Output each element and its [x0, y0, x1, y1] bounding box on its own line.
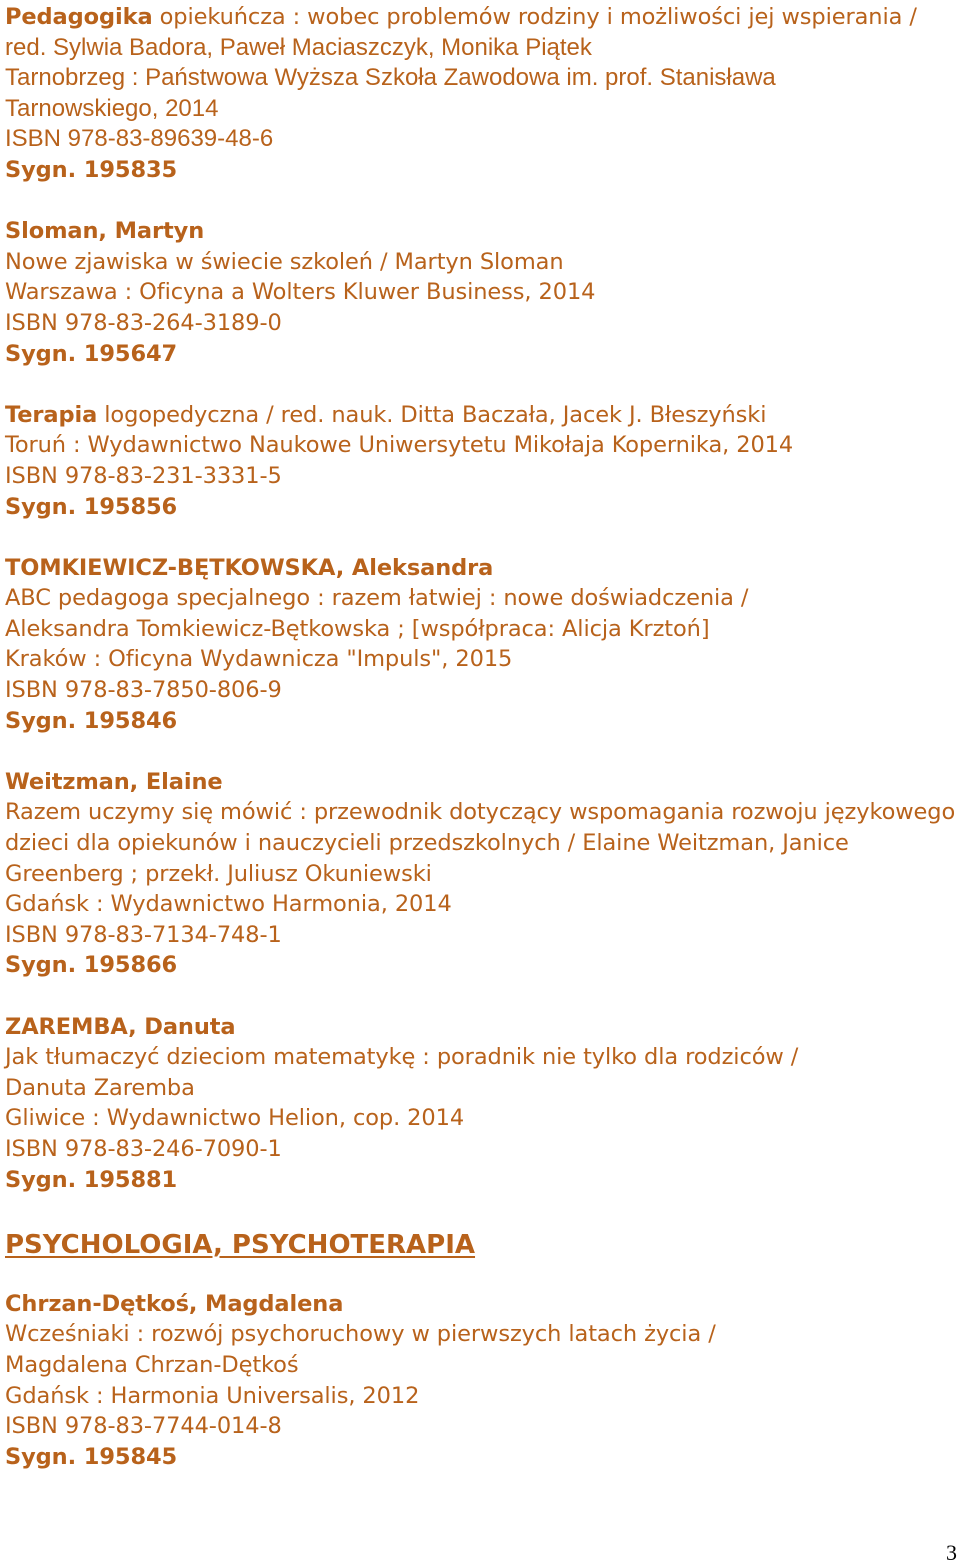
- entry-spacer: [5, 1263, 955, 1289]
- entry-line: red. Sylwia Badora, Paweł Maciaszczyk, Monika Piątek: [5, 33, 592, 61]
- entry-line: ABC pedagoga specjalnego : razem łatwiej : nowe doświadczenia /: [5, 585, 749, 612]
- entry-spacer: [5, 369, 955, 400]
- entry-isbn: ISBN 978-83-231-3331-5: [5, 462, 282, 489]
- entry-line: Gliwice : Wydawnictwo Helion, cop. 2014: [5, 1105, 465, 1132]
- entry-line: Greenberg ; przekł. Juliusz Okuniewski: [5, 860, 432, 887]
- entry-isbn: ISBN 978-83-89639-48-6: [5, 125, 274, 153]
- entry-line: dzieci dla opiekunów i nauczycieli przedszkolnych / Elaine Weitzman, Janice: [5, 830, 849, 857]
- catalog-page: [5, 2, 955, 1472]
- entry-spacer: [5, 522, 955, 553]
- entry-call-number: Sygn. 195856: [5, 493, 178, 520]
- catalog-entry-tomkiewicz: [5, 553, 955, 737]
- entry-isbn: ISBN 978-83-246-7090-1: [5, 1135, 282, 1162]
- entry-line: Toruń : Wydawnictwo Naukowe Uniwersytetu Mikołaja Kopernika, 2014: [5, 432, 794, 459]
- entry-line: Razem uczymy się mówić : przewodnik dotyczący wspomagania rozwoju językowego: [5, 799, 956, 826]
- entry-isbn: ISBN 978-83-7850-806-9: [5, 677, 282, 704]
- catalog-entry-zaremba: [5, 1012, 955, 1196]
- entry-spacer: [5, 981, 955, 1012]
- entry-title-line: [5, 2, 955, 33]
- entry-author: Sloman, Martyn: [5, 218, 205, 245]
- entry-call-number: Sygn. 195881: [5, 1166, 178, 1193]
- entry-title-keyword: Terapia: [5, 401, 98, 428]
- entry-title-rest: opiekuńcza : wobec problemów rodziny i możliwości jej wspierania /: [152, 4, 917, 30]
- entry-spacer: [5, 1195, 955, 1226]
- entry-call-number: Sygn. 195866: [5, 952, 178, 979]
- entry-title-rest: logopedyczna / red. nauk. Ditta Baczała, Jacek J. Błeszyński: [97, 401, 767, 428]
- catalog-entry-terapia: [5, 400, 955, 522]
- entry-line: Danuta Zaremba: [5, 1074, 195, 1101]
- entry-spacer: [5, 736, 955, 767]
- entry-author: TOMKIEWICZ-BĘTKOWSKA, Aleksandra: [5, 554, 494, 581]
- entry-isbn: ISBN 978-83-7744-014-8: [5, 1413, 282, 1440]
- entry-author: Chrzan-Dętkoś, Magdalena: [5, 1290, 344, 1317]
- entry-line: Tarnobrzeg : Państwowa Wyższa Szkoła Zawodowa im. prof. Stanisława: [5, 64, 776, 92]
- entry-author: ZAREMBA, Danuta: [5, 1013, 236, 1040]
- page-number: 3: [946, 1540, 957, 1565]
- entry-call-number: Sygn. 195647: [5, 340, 178, 367]
- entry-line: Wcześniaki : rozwój psychoruchowy w pierwszych latach życia /: [5, 1321, 716, 1348]
- section-heading: PSYCHOLOGIA, PSYCHOTERAPIA: [5, 1229, 476, 1260]
- entry-line: Jak tłumaczyć dzieciom matematykę : poradnik nie tylko dla rodziców /: [5, 1044, 799, 1071]
- entry-isbn: ISBN 978-83-264-3189-0: [5, 309, 282, 336]
- catalog-entry-weitzman: [5, 767, 955, 981]
- entry-line: Nowe zjawiska w świecie szkoleń / Martyn Sloman: [5, 248, 564, 275]
- entry-line: Magdalena Chrzan-Dętkoś: [5, 1351, 299, 1378]
- entry-line: Gdańsk : Wydawnictwo Harmonia, 2014: [5, 891, 452, 918]
- entry-line: Tarnowskiego, 2014: [5, 94, 219, 122]
- entry-call-number: Sygn. 195846: [5, 707, 178, 734]
- catalog-entry-pedagogika: [5, 2, 955, 186]
- entry-isbn: ISBN 978-83-7134-748-1: [5, 921, 282, 948]
- entry-line: Kraków : Oficyna Wydawnicza "Impuls", 2015: [5, 646, 513, 673]
- entry-call-number: Sygn. 195845: [5, 1443, 178, 1470]
- entry-title-keyword: Pedagogika: [5, 4, 153, 30]
- entry-line: Gdańsk : Harmonia Universalis, 2012: [5, 1382, 420, 1409]
- entry-line: Aleksandra Tomkiewicz-Bętkowska ; [współpraca: Alicja Krztoń]: [5, 615, 710, 642]
- catalog-entry-sloman: [5, 216, 955, 369]
- catalog-entry-chrzan-detkos: [5, 1289, 955, 1473]
- entry-spacer: [5, 186, 955, 217]
- entry-line: Warszawa : Oficyna a Wolters Kluwer Business, 2014: [5, 279, 596, 306]
- entry-author: Weitzman, Elaine: [5, 768, 223, 795]
- entry-title-line: [5, 400, 955, 431]
- entry-call-number: Sygn. 195835: [5, 156, 178, 183]
